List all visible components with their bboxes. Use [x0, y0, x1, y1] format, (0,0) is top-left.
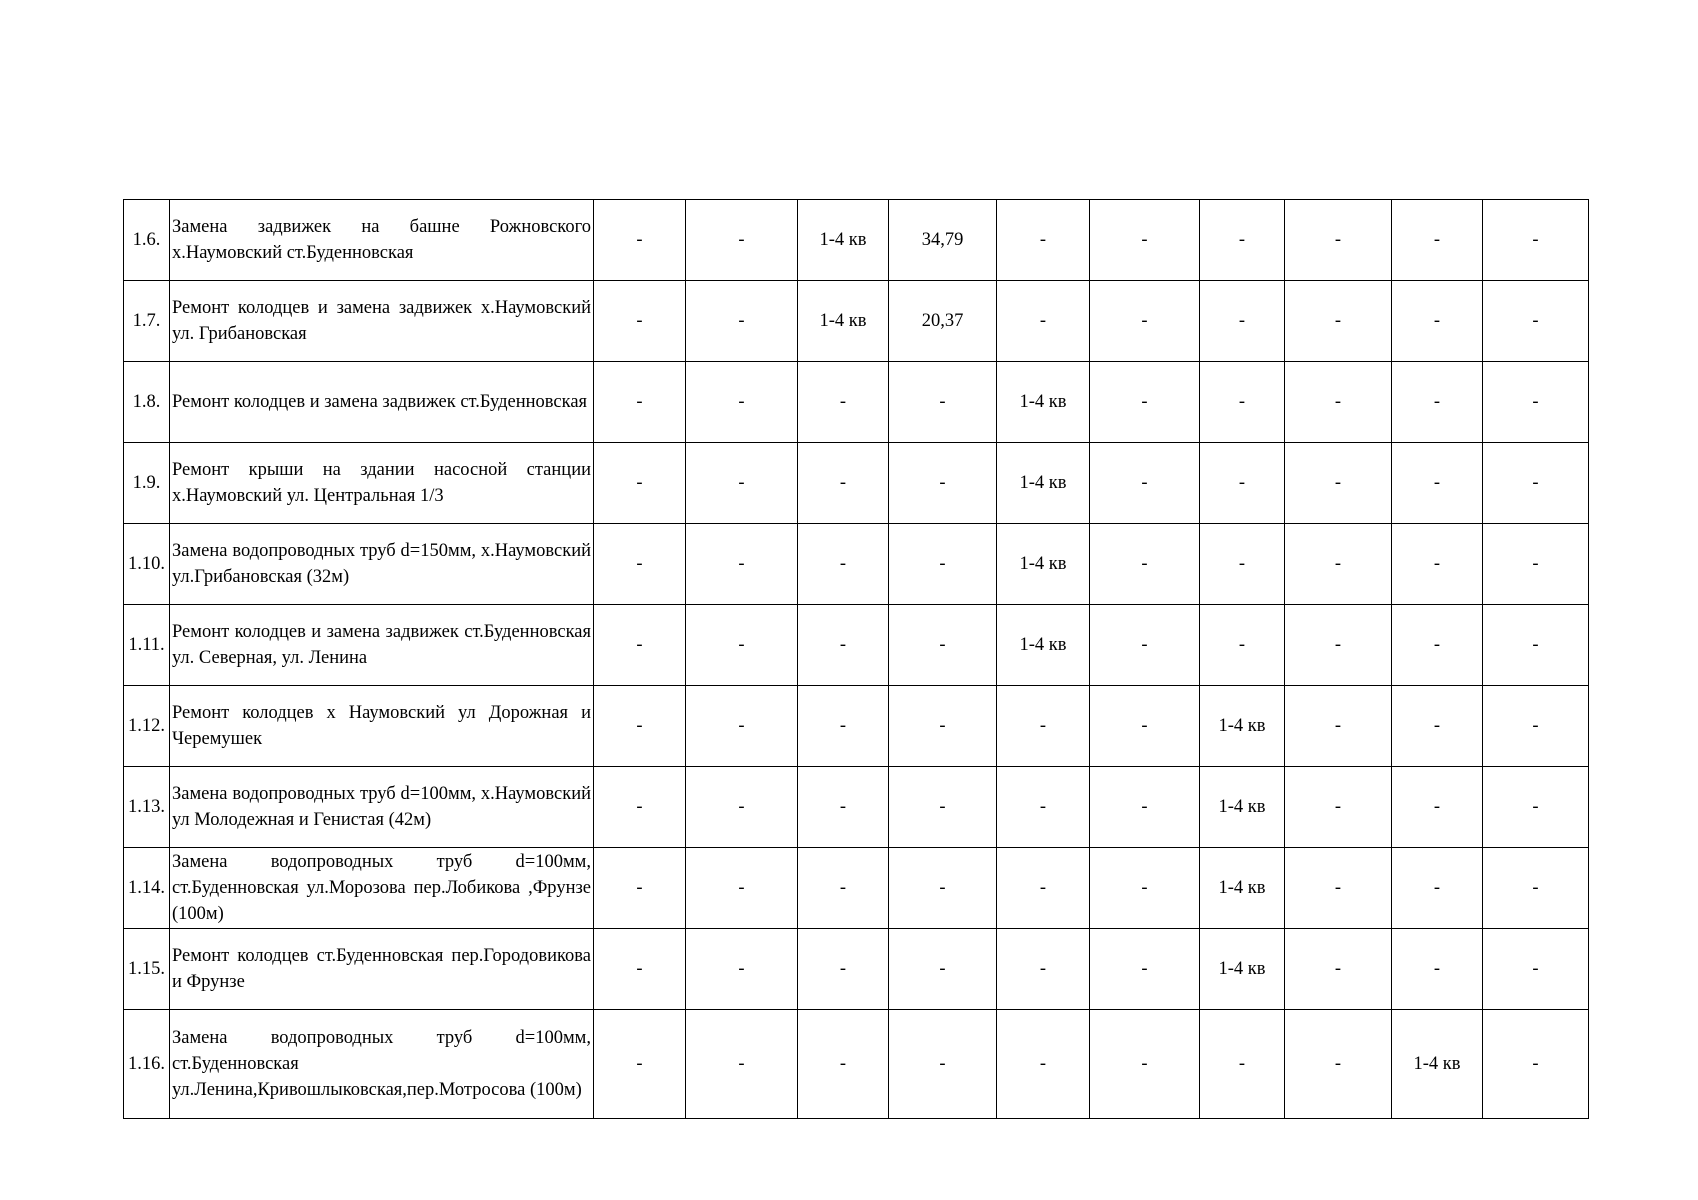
row-cell-col-8: -: [1285, 686, 1392, 767]
row-number: 1.13.: [124, 767, 170, 848]
row-cell-col-3: -: [798, 605, 889, 686]
row-number: 1.16.: [124, 1010, 170, 1119]
row-cell-col-1: -: [594, 362, 686, 443]
row-cell-col-4: -: [889, 686, 997, 767]
row-cell-col-3: -: [798, 767, 889, 848]
row-cell-col-8: -: [1285, 767, 1392, 848]
row-description: Ремонт колодцев и замена задвижек х.Наумовский ул. Грибановская: [170, 281, 594, 362]
row-cell-col-8: -: [1285, 281, 1392, 362]
row-number: 1.10.: [124, 524, 170, 605]
row-cell-col-2: -: [686, 605, 798, 686]
row-cell-col-5: -: [997, 929, 1090, 1010]
row-cell-col-5: 1-4 кв: [997, 443, 1090, 524]
row-number: 1.15.: [124, 929, 170, 1010]
row-cell-col-10: -: [1483, 929, 1589, 1010]
row-cell-col-4: -: [889, 767, 997, 848]
table-row: [124, 200, 1589, 281]
table-row: [124, 848, 1589, 929]
row-cell-col-3: -: [798, 1010, 889, 1119]
row-cell-col-1: -: [594, 767, 686, 848]
table-row: [124, 767, 1589, 848]
row-description: Ремонт колодцев ст.Буденновская пер.Городовикова и Фрунзе: [170, 929, 594, 1010]
row-cell-col-10: -: [1483, 200, 1589, 281]
row-cell-col-1: -: [594, 605, 686, 686]
row-cell-col-6: -: [1090, 443, 1200, 524]
row-cell-col-5: 1-4 кв: [997, 605, 1090, 686]
row-cell-col-6: -: [1090, 524, 1200, 605]
row-description: Замена водопроводных труб d=100мм, х.Наумовский ул Молодежная и Генистая (42м): [170, 767, 594, 848]
row-cell-col-4: -: [889, 605, 997, 686]
row-cell-col-8: -: [1285, 1010, 1392, 1119]
row-cell-col-10: -: [1483, 767, 1589, 848]
row-cell-col-4: 34,79: [889, 200, 997, 281]
row-cell-col-9: -: [1392, 200, 1483, 281]
row-cell-col-9: -: [1392, 767, 1483, 848]
row-cell-col-7: -: [1200, 524, 1285, 605]
row-number: 1.14.: [124, 848, 170, 929]
row-cell-col-4: -: [889, 929, 997, 1010]
row-cell-col-7: -: [1200, 200, 1285, 281]
row-cell-col-6: -: [1090, 686, 1200, 767]
row-cell-col-8: -: [1285, 848, 1392, 929]
row-cell-col-1: -: [594, 929, 686, 1010]
row-cell-col-6: -: [1090, 767, 1200, 848]
row-cell-col-4: -: [889, 443, 997, 524]
row-cell-col-9: -: [1392, 605, 1483, 686]
row-cell-col-7: 1-4 кв: [1200, 686, 1285, 767]
row-number: 1.7.: [124, 281, 170, 362]
row-cell-col-2: -: [686, 686, 798, 767]
row-cell-col-2: -: [686, 281, 798, 362]
row-cell-col-2: -: [686, 443, 798, 524]
row-cell-col-7: -: [1200, 443, 1285, 524]
row-cell-col-4: -: [889, 848, 997, 929]
row-number: 1.11.: [124, 605, 170, 686]
row-cell-col-1: -: [594, 200, 686, 281]
row-cell-col-10: -: [1483, 686, 1589, 767]
row-cell-col-5: -: [997, 848, 1090, 929]
table-row: [124, 686, 1589, 767]
row-number: 1.12.: [124, 686, 170, 767]
table-row: [124, 1010, 1589, 1119]
row-description: Замена водопроводных труб d=100мм, ст.Буденновская ул.Морозова пер.Лобикова ,Фрунзе (100м): [170, 848, 594, 929]
row-cell-col-9: -: [1392, 686, 1483, 767]
row-cell-col-8: -: [1285, 605, 1392, 686]
row-cell-col-10: -: [1483, 281, 1589, 362]
row-cell-col-10: -: [1483, 362, 1589, 443]
row-description: Замена водопроводных труб d=100мм, ст.Буденновская ул.Ленина,Кривошлыковская,пер.Мотросова (100м): [170, 1010, 594, 1119]
row-cell-col-2: -: [686, 1010, 798, 1119]
row-number: 1.9.: [124, 443, 170, 524]
row-cell-col-2: -: [686, 200, 798, 281]
row-cell-col-3: -: [798, 686, 889, 767]
row-cell-col-3: -: [798, 443, 889, 524]
row-cell-col-5: 1-4 кв: [997, 524, 1090, 605]
row-description: Ремонт колодцев и замена задвижек ст.Буденновская ул. Северная, ул. Ленина: [170, 605, 594, 686]
table-row: [124, 524, 1589, 605]
row-cell-col-8: -: [1285, 929, 1392, 1010]
row-cell-col-7: 1-4 кв: [1200, 848, 1285, 929]
row-cell-col-1: -: [594, 1010, 686, 1119]
row-description: Ремонт колодцев и замена задвижек ст.Буденновская: [170, 362, 594, 443]
row-cell-col-5: -: [997, 767, 1090, 848]
row-cell-col-4: -: [889, 362, 997, 443]
row-cell-col-7: -: [1200, 605, 1285, 686]
row-cell-col-6: -: [1090, 1010, 1200, 1119]
row-cell-col-5: 1-4 кв: [997, 362, 1090, 443]
row-cell-col-6: -: [1090, 200, 1200, 281]
table-row: [124, 362, 1589, 443]
row-cell-col-9: 1-4 кв: [1392, 1010, 1483, 1119]
row-cell-col-5: -: [997, 1010, 1090, 1119]
row-cell-col-5: -: [997, 200, 1090, 281]
row-cell-col-9: -: [1392, 524, 1483, 605]
row-cell-col-10: -: [1483, 848, 1589, 929]
row-description: Ремонт колодцев х Наумовский ул Дорожная и Черемушек: [170, 686, 594, 767]
row-cell-col-7: 1-4 кв: [1200, 929, 1285, 1010]
row-cell-col-3: -: [798, 929, 889, 1010]
table-row: [124, 443, 1589, 524]
row-cell-col-1: -: [594, 443, 686, 524]
row-cell-col-7: -: [1200, 1010, 1285, 1119]
row-cell-col-8: -: [1285, 362, 1392, 443]
row-cell-col-1: -: [594, 848, 686, 929]
row-cell-col-1: -: [594, 281, 686, 362]
row-cell-col-10: -: [1483, 524, 1589, 605]
row-cell-col-3: -: [798, 848, 889, 929]
row-description: Замена задвижек на башне Рожновского х.Наумовский ст.Буденновская: [170, 200, 594, 281]
row-cell-col-2: -: [686, 848, 798, 929]
row-cell-col-4: -: [889, 524, 997, 605]
row-cell-col-6: -: [1090, 605, 1200, 686]
row-cell-col-8: -: [1285, 200, 1392, 281]
row-cell-col-4: -: [889, 1010, 997, 1119]
row-cell-col-9: -: [1392, 929, 1483, 1010]
row-cell-col-9: -: [1392, 443, 1483, 524]
row-cell-col-10: -: [1483, 1010, 1589, 1119]
row-cell-col-6: -: [1090, 281, 1200, 362]
table-row: [124, 281, 1589, 362]
row-cell-col-3: 1-4 кв: [798, 281, 889, 362]
row-cell-col-8: -: [1285, 443, 1392, 524]
row-cell-col-10: -: [1483, 443, 1589, 524]
table-body: [124, 200, 1589, 1119]
row-cell-col-4: 20,37: [889, 281, 997, 362]
row-cell-col-10: -: [1483, 605, 1589, 686]
row-cell-col-6: -: [1090, 848, 1200, 929]
row-cell-col-3: 1-4 кв: [798, 200, 889, 281]
row-cell-col-9: -: [1392, 281, 1483, 362]
works-table: [123, 199, 1589, 1119]
row-cell-col-9: -: [1392, 362, 1483, 443]
table-row: [124, 605, 1589, 686]
row-description: Замена водопроводных труб d=150мм, х.Наумовский ул.Грибановская (32м): [170, 524, 594, 605]
row-cell-col-5: -: [997, 281, 1090, 362]
row-cell-col-2: -: [686, 929, 798, 1010]
row-cell-col-2: -: [686, 767, 798, 848]
row-description: Ремонт крыши на здании насосной станции х.Наумовский ул. Центральная 1/3: [170, 443, 594, 524]
row-cell-col-8: -: [1285, 524, 1392, 605]
row-cell-col-3: -: [798, 524, 889, 605]
row-number: 1.6.: [124, 200, 170, 281]
row-cell-col-2: -: [686, 524, 798, 605]
row-cell-col-6: -: [1090, 929, 1200, 1010]
row-cell-col-1: -: [594, 686, 686, 767]
row-cell-col-7: 1-4 кв: [1200, 767, 1285, 848]
row-cell-col-2: -: [686, 362, 798, 443]
row-cell-col-6: -: [1090, 362, 1200, 443]
row-cell-col-3: -: [798, 362, 889, 443]
row-cell-col-7: -: [1200, 362, 1285, 443]
row-cell-col-1: -: [594, 524, 686, 605]
row-cell-col-9: -: [1392, 848, 1483, 929]
table-row: [124, 929, 1589, 1010]
row-cell-col-5: -: [997, 686, 1090, 767]
row-number: 1.8.: [124, 362, 170, 443]
row-cell-col-7: -: [1200, 281, 1285, 362]
